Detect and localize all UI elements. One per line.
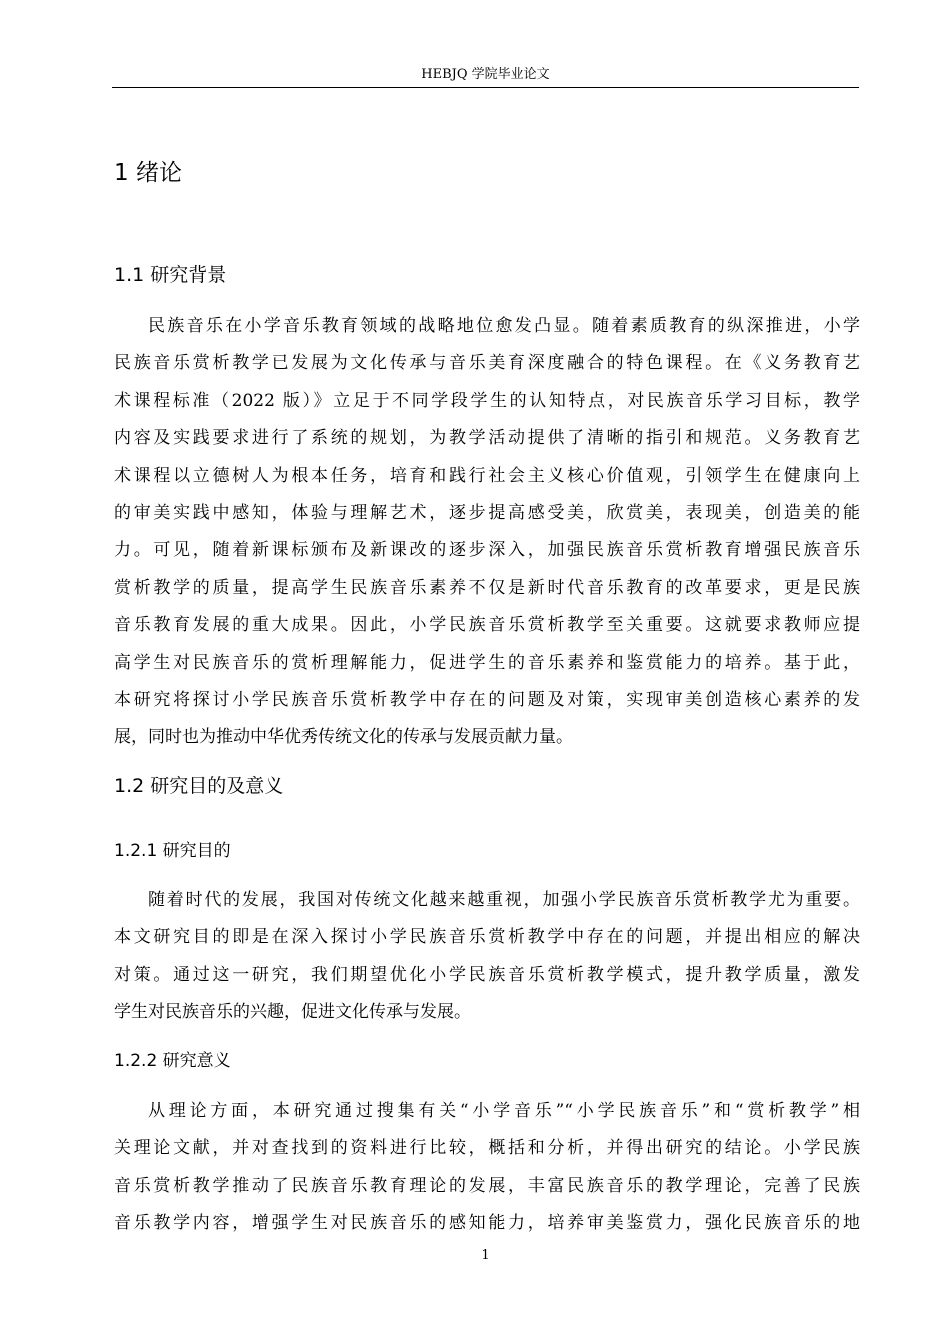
paragraph-line: 对策。通过这一研究，我们期望优化小学民族音乐赏析教学模式，提升教学质量，激发 xyxy=(114,964,860,985)
header-rule xyxy=(112,87,859,88)
paragraph-line: 高学生对民族音乐的赏析理解能力，促进学生的音乐素养和鉴赏能力的培养。基于此， xyxy=(114,652,860,673)
paragraph-line: 从理论方面，本研究通过搜集有关“小学音乐”“小学民族音乐”和“赏析教学”相 xyxy=(148,1101,860,1121)
paragraph-line: 内容及实践要求进行了系统的规划，为教学活动提供了清晰的指引和规范。义务教育艺 xyxy=(114,428,860,449)
section-heading-background: 1.1 研究背景 xyxy=(114,264,227,286)
page-number: 1 xyxy=(481,1248,490,1263)
paragraph-line: 本研究将探讨小学民族音乐赏析教学中存在的问题及对策，实现审美创造核心素养的发 xyxy=(114,689,860,710)
paragraph-line: 民族音乐在小学音乐教育领域的战略地位愈发凸显。随着素质教育的纵深推进，小学 xyxy=(148,316,860,336)
paragraph-line: 本文研究目的即是在深入探讨小学民族音乐赏析教学中存在的问题，并提出相应的解决 xyxy=(114,927,860,948)
paragraph-line: 关理论文献，并对查找到的资料进行比较，概括和分析，并得出研究的结论。小学民族 xyxy=(114,1138,860,1159)
running-header: HEBJQ 学院毕业论文 xyxy=(421,67,550,82)
paragraph-line: 民族音乐赏析教学已发展为文化传承与音乐美育深度融合的特色课程。在《义务教育艺 xyxy=(114,353,860,374)
paragraph-line: 的审美实践中感知，体验与理解艺术，逐步提高感受美，欣赏美，表现美，创造美的能 xyxy=(114,502,860,523)
paragraph-line: 赏析教学的质量，提高学生民族音乐素养不仅是新时代音乐教育的改革要求，更是民族 xyxy=(114,577,860,598)
paragraph-line: 音乐赏析教学推动了民族音乐教育理论的发展，丰富民族音乐的教学理论，完善了民族 xyxy=(114,1175,860,1196)
paragraph-line: 音乐教学内容，增强学生对民族音乐的感知能力，培养审美鉴赏力，强化民族音乐的地 xyxy=(114,1213,860,1234)
paragraph-purpose xyxy=(114,882,860,1032)
paragraph-line: 术课程以立德树人为根本任务，培育和践行社会主义核心价值观，引领学生在健康向上 xyxy=(114,465,860,486)
paragraph-line: 术课程标准（2022 版）》立足于不同学段学生的认知特点，对民族音乐学习目标，教学 xyxy=(114,390,860,411)
paragraph-line: 随着时代的发展，我国对传统文化越来越重视，加强小学民族音乐赏析教学尤为重要。 xyxy=(148,890,860,910)
paragraph-significance xyxy=(114,1093,860,1243)
paragraph-line: 音乐教育发展的重大成果。因此，小学民族音乐赏析教学至关重要。这就要求教师应提 xyxy=(114,615,860,636)
subsection-heading-significance: 1.2.2 研究意义 xyxy=(114,1051,231,1071)
subsection-heading-purpose: 1.2.1 研究目的 xyxy=(114,841,231,861)
paragraph-line: 力。可见，随着新课标颁布及新课改的逐步深入，加强民族音乐赏析教育增强民族音乐 xyxy=(114,540,860,561)
paragraph-line: 展，同时也为推动中华优秀传统文化的传承与发展贡献力量。 xyxy=(114,727,573,748)
paragraph-line: 学生对民族音乐的兴趣，促进文化传承与发展。 xyxy=(114,1002,471,1023)
chapter-title: 1 绪论 xyxy=(114,160,182,186)
section-heading-purpose-significance: 1.2 研究目的及意义 xyxy=(114,775,284,797)
paragraph-background xyxy=(114,308,860,757)
